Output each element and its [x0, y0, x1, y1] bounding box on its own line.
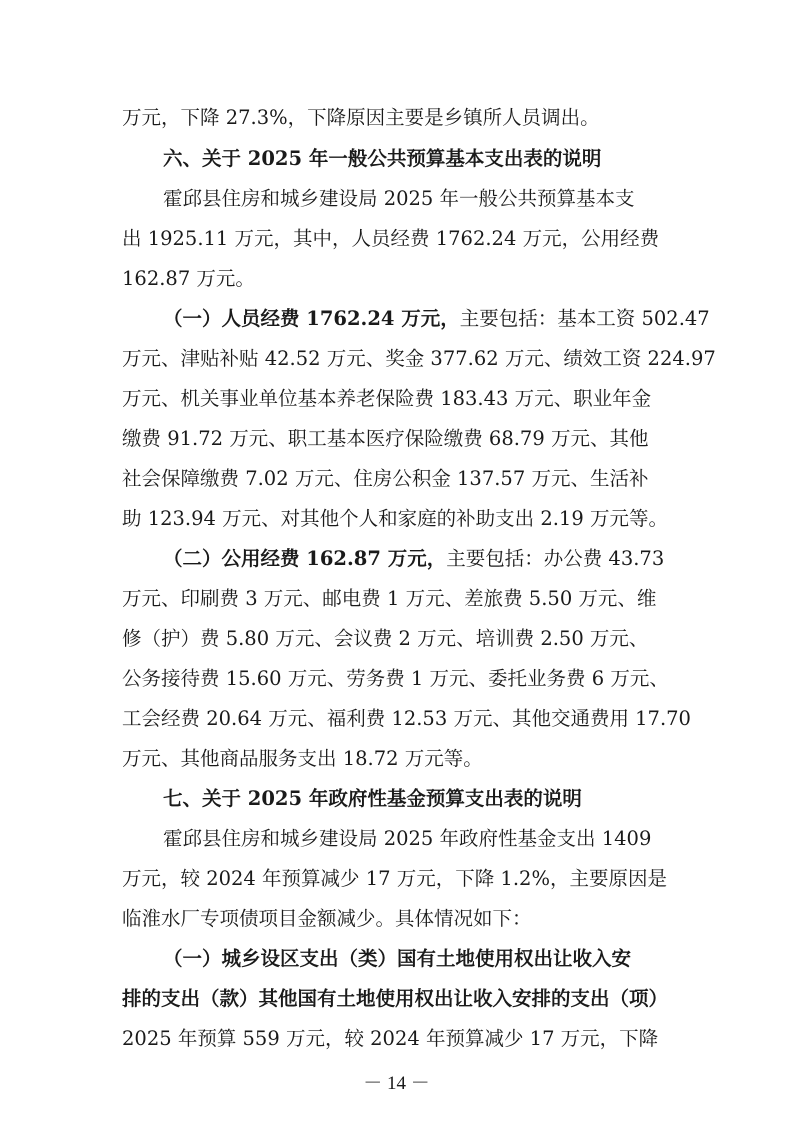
paragraph-line: 万元、印刷费 3 万元、邮电费 1 万元、差旅费 5.50 万元、维 [122, 587, 657, 610]
paragraph-line: 霍邱县住房和城乡建设局 2025 年政府性基金支出 1409 [163, 827, 652, 850]
paragraph-line: 修（护）费 5.80 万元、会议费 2 万元、培训费 2.50 万元、 [122, 627, 649, 650]
paragraph-line: 万元，较 2024 年预算减少 17 万元，下降 1.2%，主要原因是 [122, 867, 667, 890]
paragraph-line: 万元、机关事业单位基本养老保险费 183.43 万元、职业年金 [122, 387, 652, 410]
paragraph-line: 2025 年预算 559 万元，较 2024 年预算减少 17 万元，下降 [122, 1027, 659, 1050]
personnel-expense-line [163, 305, 710, 333]
paragraph-line: 助 123.94 万元、对其他个人和家庭的补助支出 2.19 万元等。 [122, 507, 668, 530]
subsection-heading-cont: 排的支出（款）其他国有土地使用权出让收入安排的支出（项） [122, 987, 669, 1010]
paragraph-line: 缴费 91.72 万元、职工基本医疗保险缴费 68.79 万元、其他 [122, 427, 649, 450]
paragraph-line: 临淮水厂专项债项目金额减少。具体情况如下： [122, 907, 532, 930]
section-heading-6: 六、关于 2025 年一般公共预算基本支出表的说明 [163, 147, 602, 170]
personnel-expense-text: 主要包括：基本工资 502.47 [459, 307, 710, 330]
public-expense-text: 主要包括：办公费 43.73 [446, 547, 665, 570]
public-expense-heading: （二）公用经费 162.87 万元， [163, 547, 447, 570]
paragraph-line: 万元、津贴补贴 42.52 万元、奖金 377.62 万元、绩效工资 224.97 [122, 347, 716, 370]
paragraph-line: 工会经费 20.64 万元、福利费 12.53 万元、其他交通费用 17.70 [122, 707, 691, 730]
section-heading-7: 七、关于 2025 年政府性基金预算支出表的说明 [163, 787, 582, 810]
paragraph-line: 万元，下降 27.3%，下降原因主要是乡镇所人员调出。 [122, 106, 600, 129]
paragraph-line: 霍邱县住房和城乡建设局 2025 年一般公共预算基本支 [163, 187, 635, 210]
paragraph-line: 出 1925.11 万元，其中，人员经费 1762.24 万元，公用经费 [122, 227, 660, 250]
subsection-heading: （一）城乡设区支出（类）国有土地使用权出让收入安 [163, 947, 632, 970]
page-number: － 14 － [363, 1073, 430, 1094]
paragraph-line: 万元、其他商品服务支出 18.72 万元等。 [122, 747, 483, 770]
paragraph-line: 社会保障缴费 7.02 万元、住房公积金 137.57 万元、生活补 [122, 467, 649, 490]
paragraph-line: 公务接待费 15.60 万元、劳务费 1 万元、委托业务费 6 万元、 [122, 667, 669, 690]
public-expense-line [163, 545, 664, 573]
paragraph-line: 162.87 万元。 [122, 267, 255, 290]
personnel-expense-heading: （一）人员经费 1762.24 万元， [163, 307, 460, 330]
